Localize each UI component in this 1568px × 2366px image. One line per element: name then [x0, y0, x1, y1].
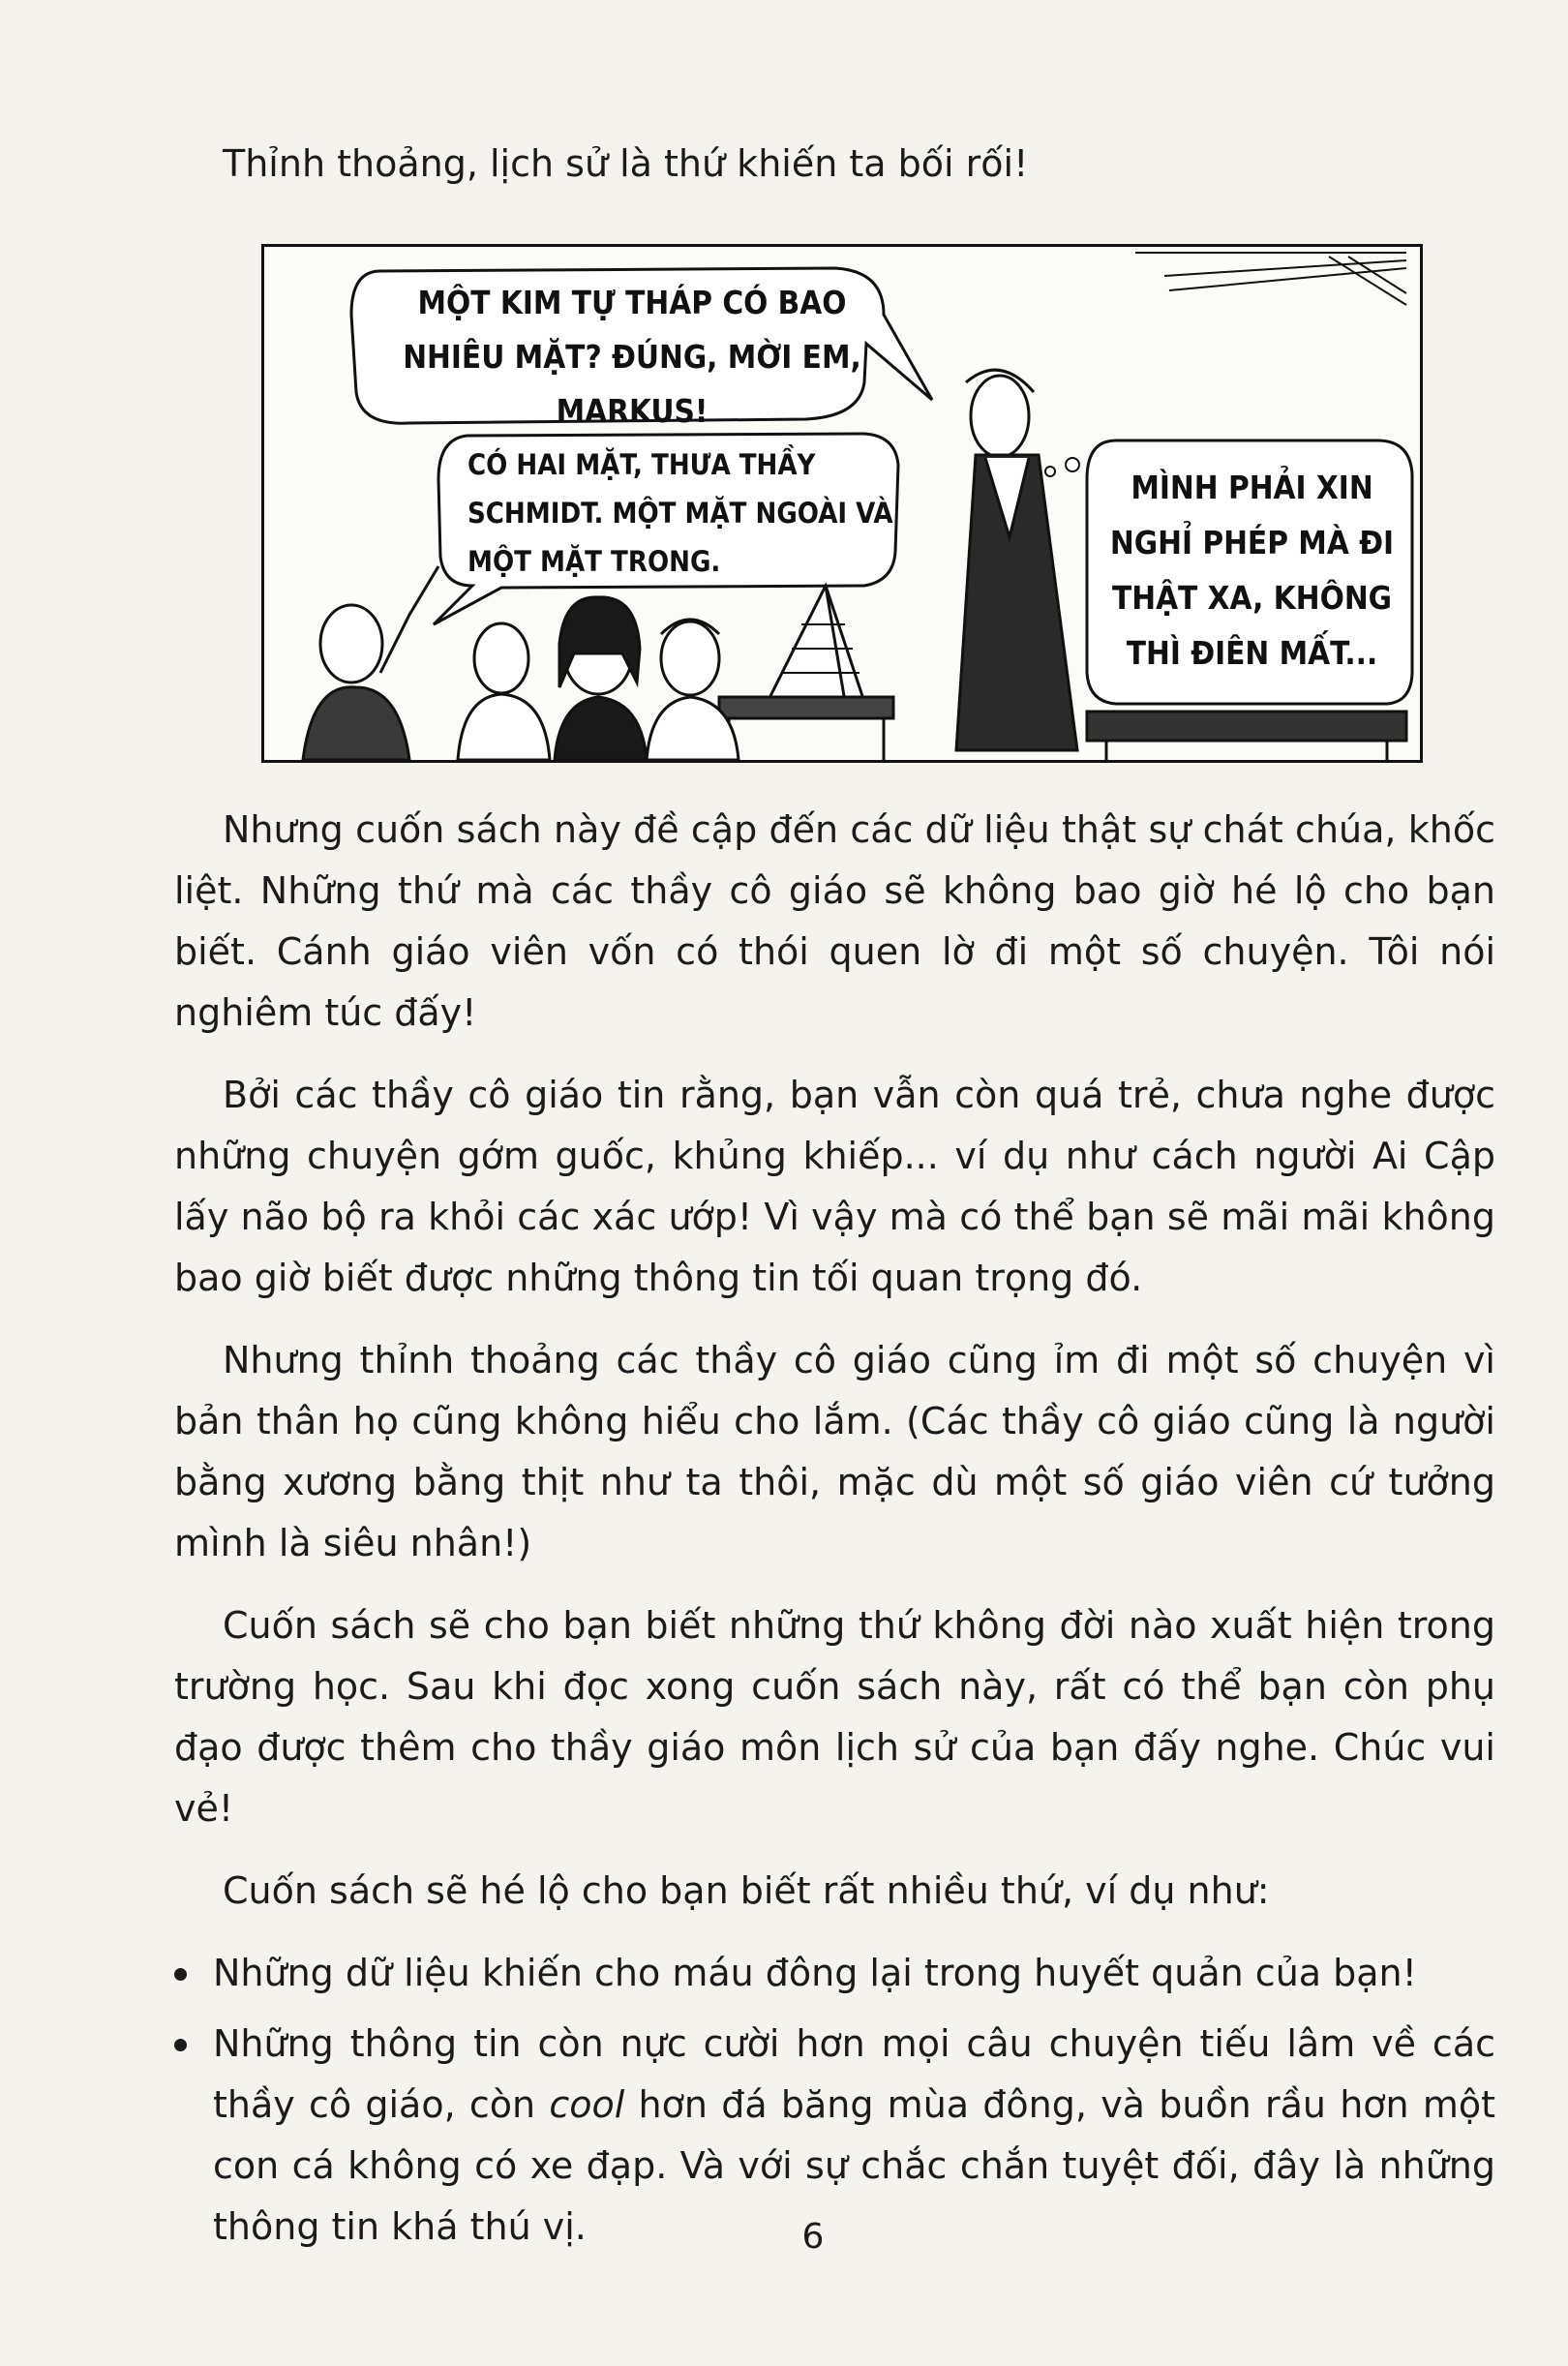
teacher-thought-text: MÌNH PHẢI XIN NGHỈ PHÉP MÀ ĐI THẬT XA, KHÔNG THÌ ĐIÊN MẤT... — [1109, 469, 1395, 672]
paragraph: Nhưng cuốn sách này đề cập đến các dữ liệu thật sự chát chúa, khốc liệt. Những thứ mà các thầy cô giáo sẽ không bao giờ hé lộ cho bạn biết. Cánh giáo viên vốn có thói quen lờ đi một số chuyện. Tôi nói nghiêm túc đấy! — [174, 808, 1495, 1034]
comic-panel — [261, 244, 1423, 763]
bullet-text-start: Những thông tin còn nực cười hơn mọi câu chuyện tiếu lâm về các thầy cô giáo, còn — [213, 2022, 1495, 2126]
paragraph: Bởi các thầy cô giáo tin rằng, bạn vẫn còn quá trẻ, chưa nghe được những chuyện gớm guốc, khủng khiếp... ví dụ như cách người Ai Cập lấy não bộ ra khỏi các xác ướp! Vì vậy mà có thể bạn sẽ mãi mãi không bao giờ biết được những thông tin tối quan trọng đó. — [174, 1074, 1495, 1299]
teacher-question-text: MỘT KIM TỰ THÁP CÓ BAO NHIÊU MẶT? ĐÚNG, MỜI EM, MARKUS! — [403, 284, 861, 430]
paragraph: Nhưng thỉnh thoảng các thầy cô giáo cũng ỉm đi một số chuyện vì bản thân họ cũng không hiểu cho lắm. (Các thầy cô giáo cũng là người bằng xương bằng thịt như ta thôi, mặc dù một số giáo viên cứ tưởng mình là siêu nhân!) — [174, 1339, 1495, 1564]
pyramid-model — [719, 586, 893, 760]
page-number: 6 — [801, 2217, 825, 2257]
paragraph: Cuốn sách sẽ cho bạn biết những thứ không đời nào xuất hiện trong trường học. Sau khi đọc xong cuốn sách này, rất có thể bạn còn phụ đạo được thêm cho thầy giáo môn lịch sử của bạn đấy nghe. Chúc vui vẻ! — [174, 1604, 1495, 1830]
bullet-text: Những dữ liệu khiến cho máu đông lại trong huyết quản của bạn! — [213, 1952, 1417, 1994]
student-answer-text: CÓ HAI MẶT, THƯA THẦY SCHMIDT. MỘT MẶT NGOÀI VÀ MỘT MẶT TRONG. — [467, 448, 893, 578]
bullet-list — [174, 1943, 1495, 2258]
students — [303, 566, 739, 760]
bullet-text-end: hơn đá băng mùa đông, và buồn rầu hơn một con cá không có xe đạp. Và với sự chắc chắn tuyệt đối, đây là những thông tin khá thú vị. — [213, 2083, 1496, 2248]
bullet-text-italic: cool — [549, 2083, 625, 2126]
body-text — [174, 800, 1495, 2267]
blackboard-pointer — [1135, 253, 1406, 305]
bullet-item — [174, 1943, 1495, 2004]
desk — [1087, 712, 1406, 760]
paragraph: Cuốn sách sẽ hé lộ cho bạn biết rất nhiều thứ, ví dụ như: — [223, 1869, 1270, 1912]
teacher-figure — [956, 370, 1077, 750]
intro-line: Thỉnh thoảng, lịch sử là thứ khiến ta bối rối! — [223, 142, 1029, 185]
